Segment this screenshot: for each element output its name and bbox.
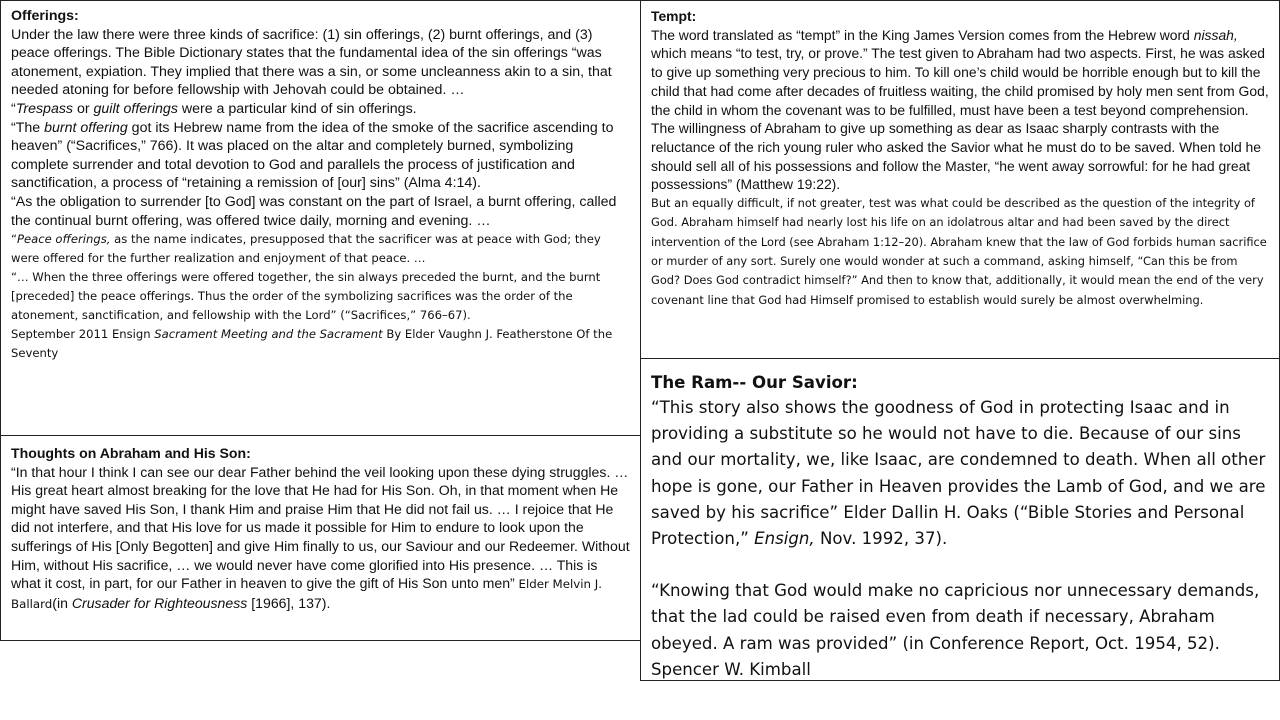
ram-author-oaks: Elder Dallin H. Oaks [838,502,1009,522]
offerings-paragraph-3-rest: got its Hebrew name from the idea of the smoke of the sacrifice ascending to heaven” (“Sacrifices,” 766). It was placed on the altar and completely burned, symbolizing complete surrender and total devotion to God and parallels the process of justification and sanctification, a process of “retaining a remission of [our] sins” (Alma 4:14). [11,119,614,192]
thoughts-panel [0,435,641,641]
offerings-paragraph-3 [11,119,630,193]
offerings-paragraph-1: Under the law there were three kinds of sacrifice: (1) sin offerings, (2) burnt offerings, and (3) peace offerings. The Bible Dictionary states that the fundamental idea of the sin offerings “was atonement, expiation. They implied that there was a sin, or some uncleanness akin to a sin, that needed atoning for before fellowship with Jehovah could be obtained. … [11,26,612,99]
ram-cite-rest: Nov. 1992, 37). [814,529,948,549]
ram-cite-ensign: Ensign, [754,529,815,549]
offerings-paragraph-5-rest: as the name indicates, presupposed that the sacrificer was at peace with God; they were offered for the further realization and enjoyment of that peace. … [11,232,601,266]
tempt-panel [640,0,1280,360]
ram-quote-oaks: “This story also shows the goodness of God in protecting Isaac and in providing a substitute so he would not have to die. Because of our sins and our mortality, we, like Isaac, are condemned to death. When all other hope is gone, our Father in Heaven provides the Lamb of God, and we are saved by his sacrifice” [651,398,1266,522]
offerings-title: Offerings: [11,8,79,24]
offerings-source-article: Sacrament Meeting and the Sacrament [154,327,383,342]
thoughts-author: Elder Melvin J. Ballard [11,577,602,611]
peace-offerings-term: Peace offerings, [17,232,111,247]
or-connector: or [73,100,94,117]
offerings-source-pre: September 2011 Ensign [11,327,155,342]
burnt-offering-term: burnt offering [44,119,128,136]
tempt-paragraph-1 [651,26,1269,194]
offerings-paragraph-6: “… When the three offerings were offered together, the sin always preceded the burnt, and the burnt [preceded] the peace offerings. Thus the order of the symbolizing sacrifices was the order of the atonement, sanctification, and fellowship with the Lord” (“Sacrifices,” 766–67). [11,270,601,323]
guilt-offerings-term: guilt offerings [93,100,178,117]
tempt-title: Tempt: [651,8,697,24]
thoughts-cite-open: (in [52,594,72,611]
tempt-paragraph-1-rest: which means “to test, try, or prove.” The test given to Abraham had two aspects. First, he was asked to give up something very precious to him. To kill one’s child would be horrible enough but to kill the child that had come after decades of fruitless waiting, the child promised by holy men sent from God, the child in whom the covenant was to be fulfilled, must have been a test beyond comprehension. The willingness of Abraham to give up something as dear as Isaac sharply contrasts with the reluctance of the rich young ruler who asked the Savior what he must do to be saved. When told he should sell all of his possessions and follow the Master, “he went away sorrowful: for he had great possessions” (Matthew 19:22). [651,45,1269,193]
thoughts-quote-body: “In that hour I think I can see our dear Father behind the veil looking upon these dying struggles. … His great heart almost breaking for the love that He had for His Son. Oh, in that moment when He might have saved His Son, I thank Him and praise Him that He did not fail us. … I rejoice that He did not interfere, and that His love for us made it possible for Him to endure to look upon the sufferings of His [Only Begotten] and give Him finally to us, our Saviour and our Redeemer. Without Him, without His sacrifice, … we would never have come glorified into His presence. … This is what it cost, in part, for our Father in heaven to give the gift of His Son unto men” [11,463,630,592]
thoughts-cite-book: Crusader for Righteousness [71,594,248,611]
tempt-paragraph-2: But an equally difficult, if not greater, test was what could be described as the question of the integrity of God. Abraham himself had nearly lost his life on an idolatrous altar and had been saved by the direct intervention of the Lord (see Abraham 1:12–20). Abraham knew that the law of God forbids human sacrifice or murder of any sort. Surely one would wonder at such a command, asking himself, “Can this be from God? Does God contradict himself?” And then to know that, additionally, it would mean the end of the very covenant line that God had Himself promised to establish would surely be almost overwhelming. [651,196,1267,307]
thoughts-quote [11,463,630,614]
tempt-paragraph-1-pre: The word translated as “tempt” in the King James Version comes from the Hebrew word [651,26,1194,43]
offerings-panel [0,0,641,437]
ram-panel [640,358,1280,681]
offerings-source [11,325,630,363]
ram-cite-pre: (“Bible Stories and Personal Protection,” [651,502,1245,549]
offerings-paragraph-3-pre: “The [11,119,45,136]
ram-title: The Ram-- Our Savior: [651,373,858,392]
offerings-paragraph-2-rest: were a particular kind of sin offerings. [177,100,417,117]
trespass-term: Trespass [15,100,74,117]
offerings-paragraph-2: “Trespass or guilt offerings were a particular kind of sin offerings. [11,100,417,117]
offerings-source-rest: By Elder Vaughn J. Featherstone Of the Seventy [11,327,613,361]
offerings-paragraph-4: “As the obligation to surrender [to God] was constant on the part of Israel, a burnt offering, called the continual burnt offering, was offered twice daily, morning and evening. … [11,193,617,229]
nissah-term: nissah, [1193,26,1238,43]
thoughts-title: Thoughts on Abraham and His Son: [11,445,251,461]
ram-paragraph-1 [651,395,1269,552]
paragraph-spacer [651,552,1269,578]
thoughts-cite-rest: [1966], 137). [247,594,331,611]
ram-paragraph-2: “Knowing that God would make no capricious nor unnecessary demands, that the lad could be raised even from death if necessary, Abraham obeyed. A ram was provided” (in Conference Report, Oct. 1954, 52). Spencer W. Kimball [651,581,1260,679]
offerings-paragraph-5: “Peace offerings, as the name indicates, presupposed that the sacrificer was at peace with God; they were offered for the further realization and enjoyment of that peace. … [11,232,601,266]
